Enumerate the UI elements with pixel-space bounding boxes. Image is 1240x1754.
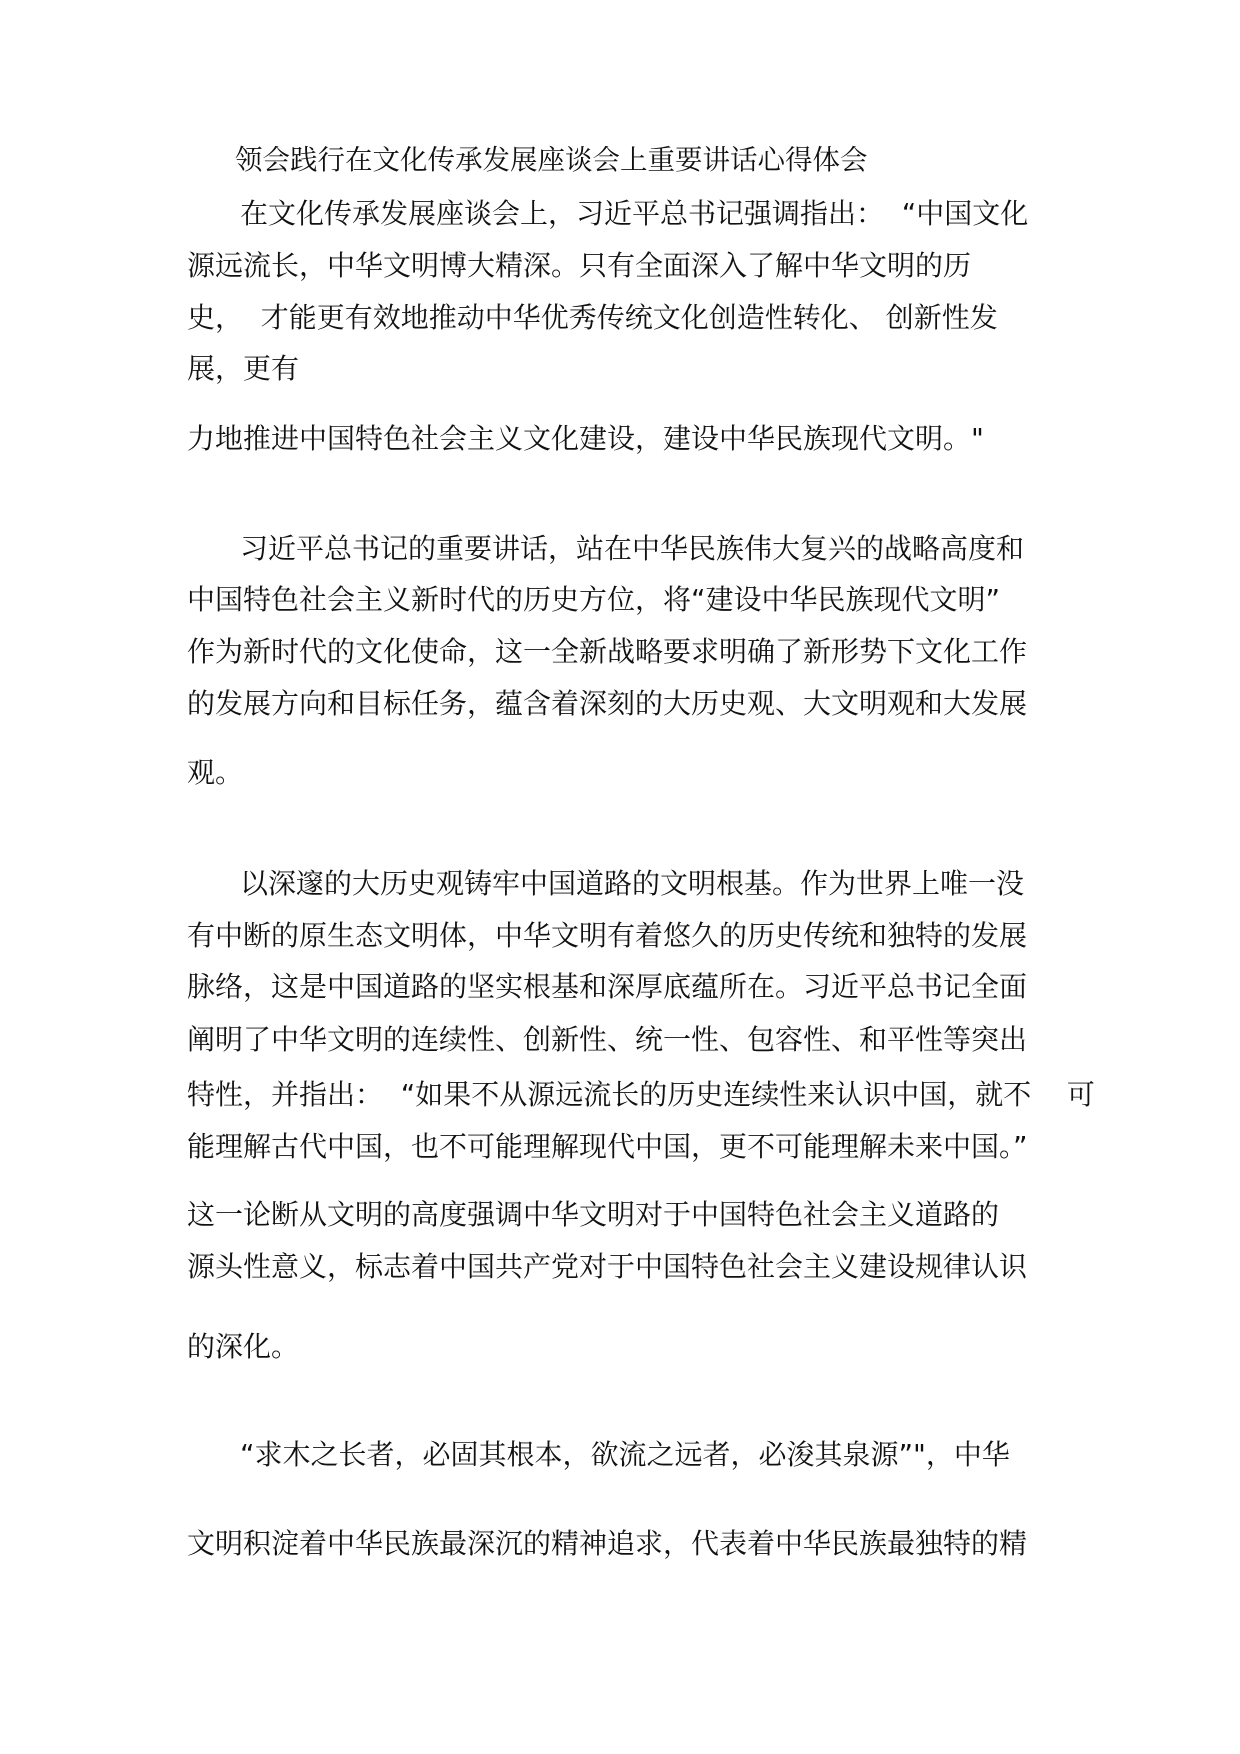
paragraph-line: 以深邃的大历史观铸牢中国道路的文明根基。作为世界上唯一没 [240, 867, 1025, 900]
paragraph-line: 阐明了中华文明的连续性、创新性、统一性、包容性、和平性等突出 [187, 1023, 1028, 1056]
paragraph-line: 中国特色社会主义新时代的历史方位，将“建设中华民族现代文明” [187, 583, 1001, 616]
paragraph-line: 展，更有 [187, 352, 300, 385]
paragraph-line: “求木之长者，必固其根本，欲流之远者，必浚其泉源”"，中华 [240, 1438, 1010, 1471]
paragraph-line: 的发展方向和目标任务，蕴含着深刻的大历史观、大文明观和大发展 [187, 687, 1028, 720]
paragraph-line: 习近平总书记的重要讲话，站在中华民族伟大复兴的战略高度和 [240, 532, 1025, 565]
paragraph-line: 能理解古代中国，也不可能理解现代中国，更不可能理解未来中国。” [187, 1130, 1028, 1163]
paragraph-line: 在文化传承发展座谈会上，习近平总书记强调指出： “中国文化 [240, 197, 1029, 230]
paragraph-line: 源头性意义，标志着中国共产党对于中国特色社会主义建设规律认识 [187, 1250, 1028, 1283]
paragraph-line: 文明积淀着中华民族最深沉的精神追求，代表着中华民族最独特的精 [187, 1527, 1028, 1560]
paragraph-line: 史， 才能更有效地推动中华优秀传统文化创造性转化、 创新性发 [187, 301, 998, 334]
paragraph-line: 作为新时代的文化使命，这一全新战略要求明确了新形势下文化工作 [187, 635, 1028, 668]
paragraph-line: 的深化。 [187, 1330, 300, 1363]
document-title: 领会践行在文化传承发展座谈会上重要讲话心得体会 [235, 144, 868, 176]
paragraph-line: 观。 [187, 756, 244, 789]
paragraph-line: 脉络，这是中国道路的坚实根基和深厚底蕴所在。习近平总书记全面 [187, 970, 1028, 1003]
paragraph-line: 源远流长，中华文明博大精深。只有全面深入了解中华文明的历 [187, 249, 972, 282]
paragraph-line: 特性，并指出： “如果不从源远流长的历史连续性来认识中国，就不 可 [187, 1078, 1095, 1111]
paragraph-line: 有中断的原生态文明体，中华文明有着悠久的历史传统和独特的发展 [187, 919, 1028, 952]
paragraph-line: 这一论断从文明的高度强调中华文明对于中国特色社会主义道路的 [187, 1198, 1000, 1231]
paragraph-line: 力地推进中国特色社会主义文化建设，建设中华民族现代文明。" [187, 422, 984, 455]
